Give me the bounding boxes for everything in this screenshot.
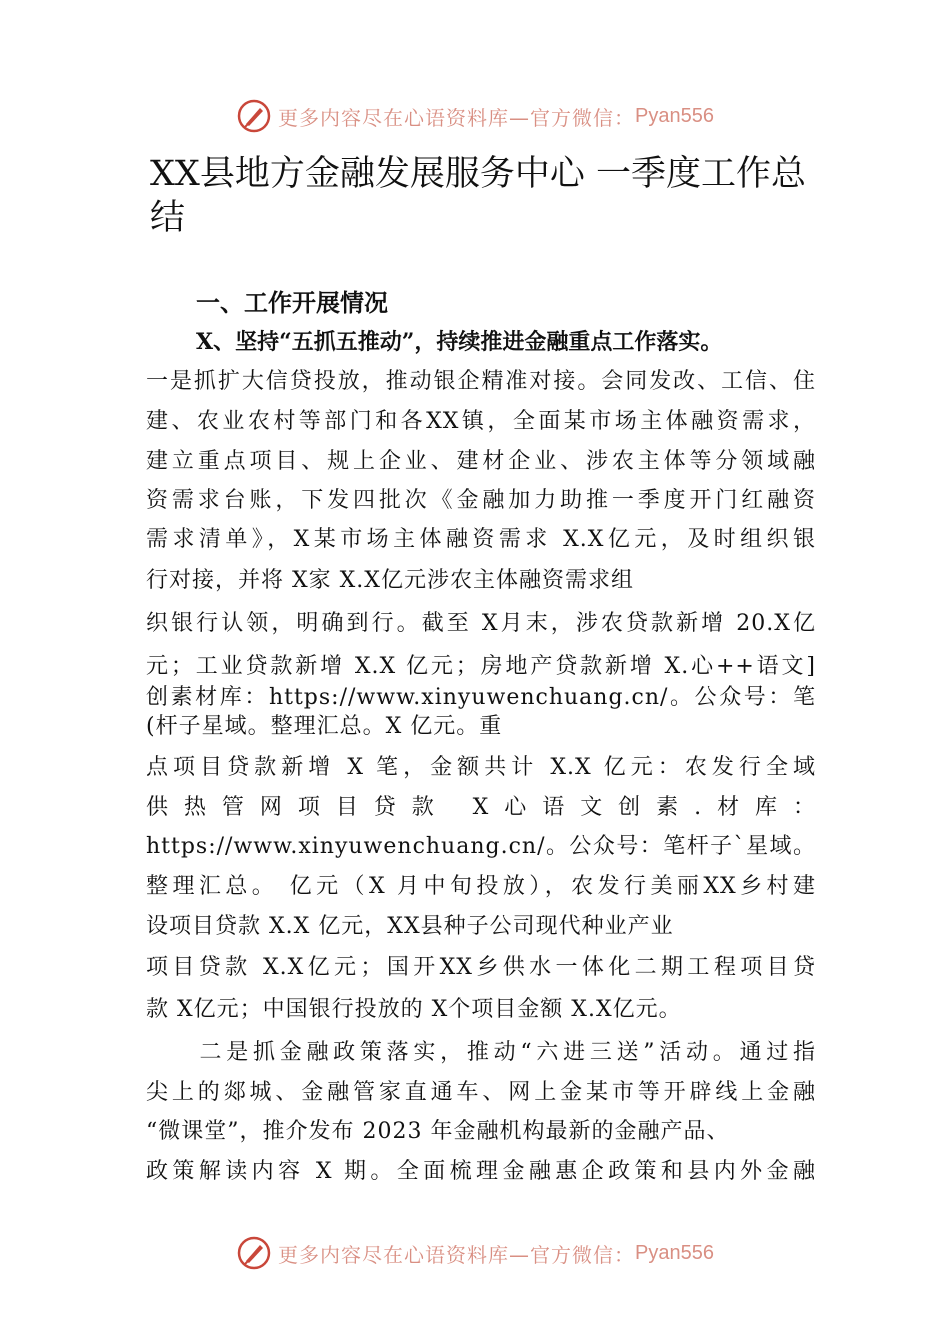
text-line: 尖上的郯城、金融管家直通车、网上金某市等开辟线上金融 — [146, 1080, 816, 1105]
text-line: 整理汇总。 亿元（X 月中旬投放），农发行美丽XX乡村建 — [146, 874, 816, 899]
document-title: XX县地方金融发展服务中心 一季度工作总结 — [150, 154, 806, 238]
watermark-header — [0, 96, 950, 136]
text-line: 款 X亿元；中国银行投放的 X个项目金额 X.X亿元。 — [146, 997, 682, 1022]
section-heading: 一、工作开展情况 — [196, 288, 388, 317]
text-line: 供热管网项目贷款 X心语文创素.材库： — [146, 795, 816, 820]
text-line: 需求清单》，X某市场主体融资需求 X.X亿元，及时组织银 — [146, 527, 816, 552]
text-line: 织银行认领，明确到行。截至 X月末，涉农贷款新增 20.X亿 — [146, 611, 816, 636]
text-line: 设项目贷款 X.X 亿元，XX县种子公司现代种业产业 — [146, 914, 674, 939]
text-line: 创素材库：https://www.xinyuwenchuang.cn/。公众号：笔 — [146, 685, 816, 710]
text-line: 元；工业贷款新增 X.X 亿元；房地产贷款新增 X.心++语文] — [146, 654, 816, 679]
quill-seal-icon — [236, 1235, 272, 1271]
watermark-text: 更多内容尽在心语资料库—官方微信： — [278, 105, 636, 130]
watermark-wechat-id: Pyan556 — [635, 1241, 714, 1264]
text-line: 行对接，并将 X家 X.X亿元涉农主体融资需求组 — [146, 568, 634, 593]
text-line: 项目贷款 X.X亿元；国开XX乡供水一体化二期工程项目贷 — [146, 955, 816, 980]
text-line: 资需求台账，下发四批次《金融加力助推一季度开门红融资 — [146, 488, 816, 513]
text-line: 建立重点项目、规上企业、建材企业、涉农主体等分领域融 — [146, 449, 816, 474]
text-line: https://www.xinyuwenchuang.cn/。公众号：笔杆子`星域。 — [146, 834, 816, 859]
subsection-heading: X、坚持“五抓五推动”，持续推进金融重点工作落实。 — [196, 329, 723, 355]
text-line: 建、农业农村等部门和各XX镇，全面某市场主体融资需求， — [146, 409, 816, 434]
watermark-wechat-id: Pyan556 — [635, 104, 714, 127]
text-line: (杆子星域。整理汇总。X 亿元。重 — [146, 714, 503, 739]
text-line: 一是抓扩大信贷投放，推动银企精准对接。会同发改、工信、住 — [146, 369, 816, 394]
text-line: 二是抓金融政策落实，推动“六进三送”活动。通过指 — [146, 1040, 816, 1065]
text-line: 点项目贷款新增 X 笔，金额共计 X.X 亿元：农发行全域 — [146, 755, 816, 780]
quill-seal-icon — [236, 98, 272, 134]
text-line: 政策解读内容 X 期。全面梳理金融惠企政策和县内外金融 — [146, 1159, 816, 1184]
text-line: “微课堂”，推介发布 2023 年金融机构最新的金融产品、 — [146, 1119, 730, 1144]
watermark-text: 更多内容尽在心语资料库—官方微信： — [278, 1242, 636, 1267]
watermark-footer — [0, 1233, 950, 1273]
